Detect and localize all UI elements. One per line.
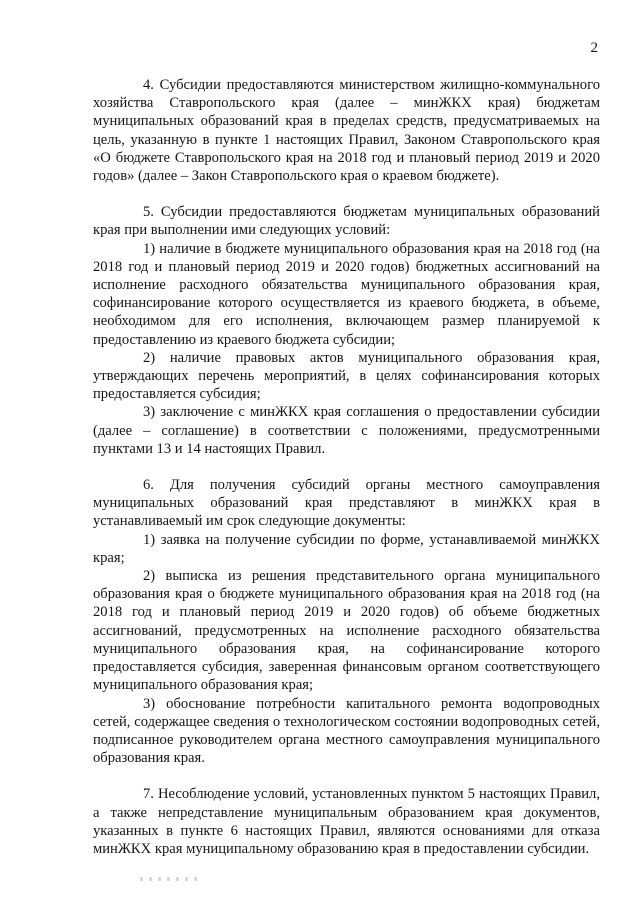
list-item: 2) наличие правовых актов муниципального образования края, утверждающих перечень мероприятий, в целях софинансирования которых предоставляется субсидия; <box>93 349 600 403</box>
paragraph: 7. Несоблюдение условий, установленных пунктом 5 настоящих Правил, а также непредставление муниципальным образованием края документов, указанных в пункте 6 настоящих Правил, являются основаниями для отказа минЖКХ края муниципальному образованию края в предоставлении субсидии. <box>93 786 600 857</box>
page-number: 2 <box>590 40 598 56</box>
list-item: 2) выписка из решения представительного органа муниципального образования края о бюджете муниципального образования края на 2018 год (на 2018 год и плановый период 2019 и 2020 годов) об объеме бюджетных ассигнований, предусмотренных на исполнение расходного обязательства муниципального образования края, на софинансирование которого предоставляется субсидия, заверенная финансовым органом соответствующего муниципального образования края; <box>93 568 600 694</box>
paragraph: 4. Субсидии предоставляются министерством жилищно-коммунального хозяйства Ставропольского края (далее – минЖКХ края) бюджетам муниципальных образований края в пределах средств, предусматриваемых на цель, указанную в пункте 1 настоящих Правил, Законом Ставропольского края «О бюджете Ставропольского края на 2018 год и плановый период 2019 и 2020 годов» (далее – Закон Ставропольского края о краевом бюджете). <box>93 77 600 185</box>
document-body <box>93 76 600 858</box>
clause-5 <box>93 203 600 458</box>
list-item: 1) наличие в бюджете муниципального образования края на 2018 год (на 2018 год и плановый период 2019 и 2020 годов) бюджетных ассигнований на исполнение расходного обязательства муниципального образования края, софинансирование которого осуществляется из краевого бюджета, в объеме, необходимом для его исполнения, включающем размер планируемой к предоставлению из краевого бюджета субсидии; <box>93 240 600 348</box>
paragraph: 5. Субсидии предоставляются бюджетам муниципальных образований края при выполнении ими следующих условий: <box>93 204 600 239</box>
list-item: 3) обоснование потребности капитального ремонта водопроводных сетей, содержащее сведения о технологическом состоянии водопроводных сетей, подписанное руководителем органа местного самоуправления муниципального образования края. <box>93 695 600 767</box>
clause-6 <box>93 476 600 767</box>
list-item: 3) заключение с минЖКХ края соглашения о предоставлении субсидии (далее – соглашение) в соответствии с положениями, предусмотренными пунктами 13 и 14 настоящих Правил. <box>93 404 600 457</box>
clause-7 <box>93 785 600 858</box>
scan-artifact <box>140 877 200 881</box>
paragraph: 6. Для получения субсидий органы местного самоуправления муниципальных образований края представляют в минЖКХ края в устанавливаемый им срок следующие документы: <box>93 477 600 530</box>
list-item: 1) заявка на получение субсидии по форме, устанавливаемой минЖКХ края; <box>93 531 600 566</box>
clause-4 <box>93 76 600 185</box>
